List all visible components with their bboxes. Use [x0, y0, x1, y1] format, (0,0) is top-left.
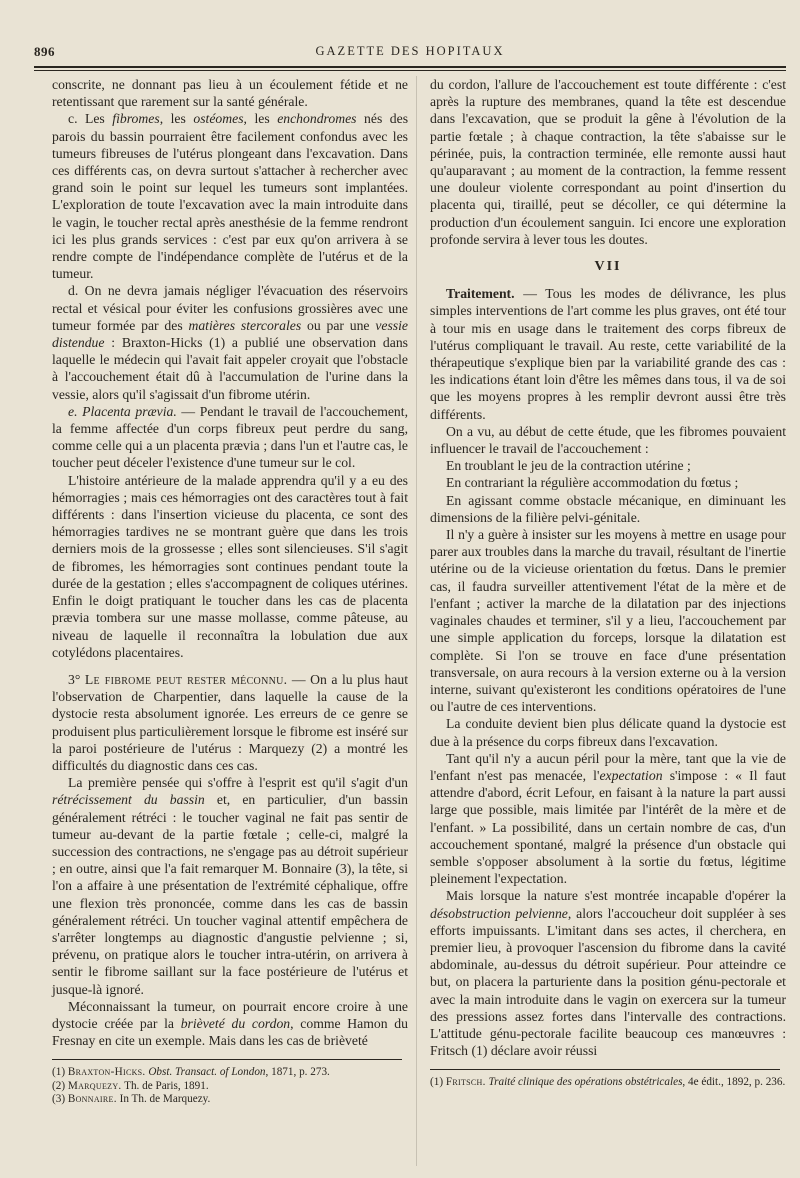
header-rule-thin: [34, 70, 786, 71]
paragraph: Méconnaissant la tumeur, on pourrait encore croire à une dystocie créée par la brièveté du cordon, comme Hamon du Fresnay en cite un exemple. Mais dans les cas de brièveté: [52, 998, 408, 1049]
footnote: (1) Braxton-Hicks. Obst. Transact. of London, 1871, p. 273.: [52, 1066, 330, 1079]
section-number: VII: [594, 259, 622, 275]
footnotes: [52, 1066, 408, 1107]
paragraph: La première pensée qui s'offre à l'esprit est qu'il s'agit d'un rétrécissement du bassin et, en particulier, d'un bassin généralement rétréci : le toucher vaginal ne fait pas sentir de tumeur au-devant de la partie fœtale ; celle-ci, malgré la succession des contractions, ne s'engage pas au détroit supérieur ; en outre, ainsi que l'a fait remarquer M. Bonnaire (3), la tête, si l'on a affaire à une présentation de l'extrémité céphalique, offre une flexion très prononcée, comme dans les cas de bassin généralement rétréci. Un toucher vaginal attentif empêchera de s'arrêter longtemps au diagnostic d'angustie pelvienne ; si, prévenu, on pratique alors le toucher intra-utérin, on arrivera à sentir le fibrome saillant sur la face postérieure de l'utérus et jusque-là ignoré.: [52, 775, 408, 997]
paragraph: Tant qu'il n'y a aucun péril pour la mère, tant que la vie de l'enfant n'est pas menacée, l'expectation s'impose : « Il faut attendre d'abord, écrit Lefour, en faisant à la nature la part aussi large que possible, mais limitée par l'intérêt de la mère et de l'enfant. » La possibilité, dans un certain nombre de cas, d'un accouchement spontané, malgré la présence d'un obstacle qui semble s'opposer absolument à la sortie du fœtus, légitime pleinement l'expectation.: [430, 750, 786, 887]
list-item: En troublant le jeu de la contraction utérine ;: [446, 458, 691, 474]
page-number: 896: [34, 44, 55, 59]
paragraph: La conduite devient bien plus délicate quand la dystocie est due à la présence du corps fibreux dans l'excavation.: [430, 716, 786, 749]
footnote-rule: [430, 1069, 780, 1070]
footnotes: [430, 1076, 786, 1090]
page-header: [34, 44, 786, 64]
paragraph: c. Les fibromes, les ostéomes, les enchondromes nés des parois du bassin pourraient être facilement confondus avec les tumeurs fibreuses de l'utérus plongeant dans l'excavation. Dans ces différents cas, on devra surtout s'attacher à rechercher avec grand soin le point sur lequel les tumeurs sont implantées. L'exploration de toute l'excavation avec la main introduite dans le vagin, le toucher rectal après anesthésie de la femme rendront ici les plus grands services : c'est par eux qu'on arrivera à se rendre compte de l'indépendance complète de l'utérus et de la tumeur.: [52, 111, 409, 282]
left-column: [52, 76, 408, 1107]
paragraph: du cordon, l'allure de l'accouchement est toute différente : c'est après la rupture des membranes, quand la tête est descendue dans l'excavation, que se produit la gêne à l'évolution de la partie fœtale ; à chaque contraction, la tête s'abaisse sur le périnée, puis, la contraction terminée, elle remonte aussi haut qu'auparavant ; au moment de la contraction, la femme ressent une douleur violente correspondant au point d'insertion du placenta qui, tiraillé, peut se décoller, ce qui détermine la production d'un écoulement sanguin. Ici encore une exploration profonde servira à lever tous les doutes.: [430, 77, 786, 247]
footnote: (3) Bonnaire. In Th. de Marquezy.: [52, 1093, 211, 1106]
paragraph: Il n'y a guère à insister sur les moyens à mettre en usage pour parer aux troubles dans la marche du travail, résultant de l'inertie utérine ou de la vicieuse orientation du fœtus. Dans le premier cas, il faudra surveiller attentivement l'état de la mère et de l'enfant ; activer la marche de la dilatation par des injections vaginales chaudes et terminer, s'il y a lieu, l'accouchement par une simple application du forceps, lorsque la dilatation est complète. Si l'on se trouve en face d'une présentation transversale, on aura recours à la version externe ou à la version interne, suivant qu'existeront les conditions opératoires de l'une ou l'autre de ces interventions.: [430, 527, 786, 715]
paragraph: conscrite, ne donnant pas lieu à un écoulement fétide et ne retentissant que rarement sur la santé générale.: [52, 77, 408, 110]
footnote: (1) Fritsch. Traité clinique des opérations obstétricales, 4e édit., 1892, p. 236.: [430, 1076, 786, 1089]
list-item: En agissant comme obstacle mécanique, en diminuant les dimensions de la filière pelvi-génitale.: [430, 492, 786, 525]
column-divider: [416, 76, 417, 1166]
paragraph: L'histoire antérieure de la malade apprendra qu'il y a eu des hémorragies ; mais ces hémorragies ont des caractères tout à fait différents : dans l'insertion vicieuse du placenta, ce sont des hémorragies tardives ne se montrant guère que dans les trois derniers mois de la grossesse ; elles sont silencieuses. S'il s'agit de fibromes, les hémorragies sont continues pendant toute la durée de la gestation ; elles s'accompagnent de coliques utérines. Enfin le doigt pratiquant le toucher dans les cas de placenta prævia tombera sur une masse mollasse, comme pâteuse, au niveau de laquelle il reconnaîtra la lobulation due aux cotylédons placentaires.: [52, 472, 408, 660]
running-title: GAZETTE DES HOPITAUX: [315, 44, 505, 58]
header-rule-thick: [34, 66, 786, 68]
footnote-rule: [52, 1059, 402, 1060]
footnote: (2) Marquezy. Th. de Paris, 1891.: [52, 1079, 209, 1092]
paragraph: Mais lorsque la nature s'est montrée incapable d'opérer la désobstruction pelvienne, alors l'accoucheur doit suppléer à ses efforts impuissants. L'imitant dans ses actes, il cherchera, en premier lieu, à provoquer l'ascension du fibrome dans la cavité abdominale, au-dessus du détroit supérieur. Pour atteindre ce but, on placera la parturiente dans la position génu-pectorale et avec la main introduite dans le vagin on exercera sur la tumeur des pressions assez fortes dans l'intervalle des contractions. L'attitude génu-pectorale facilite beaucoup ces manœuvres : Fritsch (1) déclare avoir réussi: [430, 888, 786, 1059]
paragraph: d. On ne devra jamais négliger l'évacuation des réservoirs rectal et vésical pour éviter les confusions grossières avec une tumeur formée par des matières stercorales ou par une vessie distendue : Braxton-Hicks (1) a publié une observation dans laquelle le médecin qui l'avait fait appeler croyait que l'obstacle à l'accouchement était dû à l'accumulation de l'urine dans la vessie, alors qu'il s'agissait d'un fibrome utérin.: [52, 283, 408, 402]
list-item: En contrariant la régulière accommodation du fœtus ;: [446, 475, 739, 491]
paragraph: 3° Le fibrome peut rester méconnu. — On a lu plus haut l'observation de Charpentier, dans laquelle la cause de la dystocie resta absolument ignorée. Les erreurs de ce genre se produisent plus particulièrement lorsque le fibrome est inséré sur la paroi postérieure de l'utérus : Marquezy (2) a montré les difficultés du diagnostic dans ces cas.: [52, 671, 409, 773]
right-column: [430, 76, 786, 1090]
paragraph: e. Placenta prævia. — Pendant le travail de l'accouchement, la femme affectée d'un corps fibreux peut perdre du sang, comme celle qui a un placenta prævia ; dans l'un et l'autre cas, le toucher peut déceler l'existence d'une tumeur sur le col.: [52, 403, 408, 471]
paragraph: Traitement. — Tous les modes de délivrance, les plus simples interventions de l'art comme les plus graves, ont été tour à tour mis en usage dans le traitement des corps fibreux de l'utérus compliquant le travail. Au reste, cette variabilité de la thérapeutique s'explique bien par la variabilité grande des cas : les indications étant loin d'être les mêmes dans tous, il va de soi que les moyens propres à les remplir devront aussi être très différents.: [430, 286, 786, 422]
paragraph: On a vu, au début de cette étude, que les fibromes pouvaient influencer le travail de l'accouchement :: [430, 423, 786, 457]
